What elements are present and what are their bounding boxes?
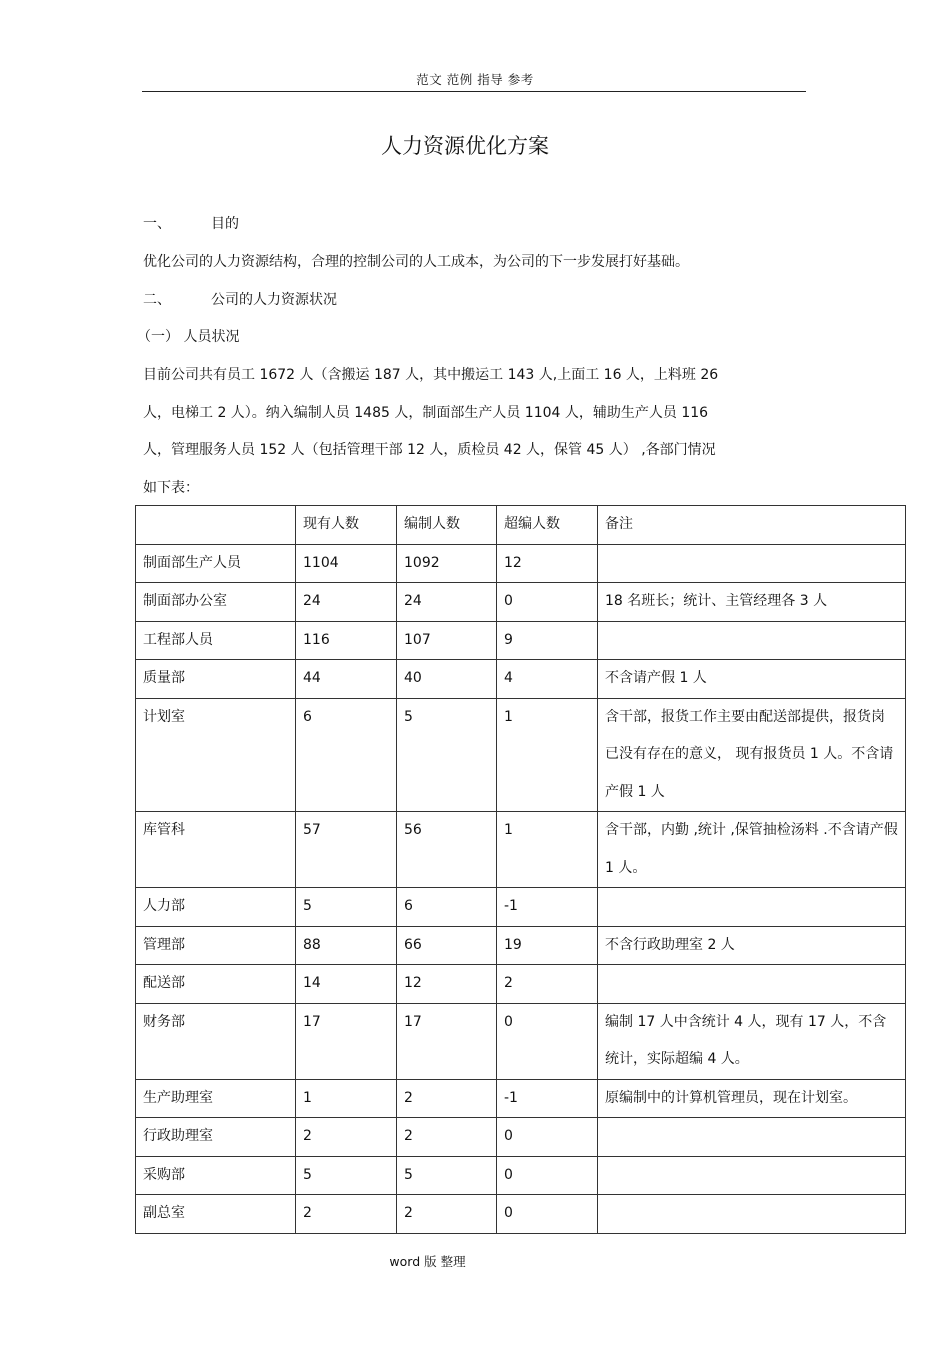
table-cell [598, 1118, 906, 1157]
table-cell: 0 [497, 1195, 598, 1234]
section-1-text: 优化公司的人力资源结构，合理的控制公司的人工成本，为公司的下一步发展打好基础。 [143, 254, 689, 270]
table-cell: 含干部，内勤 ,统计 ,保管抽检汤料 .不含请产假 1 人。 [598, 812, 906, 888]
table-cell: 管理部 [136, 926, 296, 965]
table-cell: 66 [397, 926, 497, 965]
table-cell: 含干部，报货工作主要由配送部提供，报货岗已没有存在的意义， 现有报货员 1 人。不含请产假 1 人 [598, 698, 906, 812]
section-heading-1 [143, 213, 239, 233]
table-cell: 88 [296, 926, 397, 965]
table-cell: 计划室 [136, 698, 296, 812]
table-cell [598, 888, 906, 927]
table-header-cell: 备注 [598, 506, 906, 545]
table-row [136, 621, 906, 660]
section-title: 目的 [211, 216, 239, 232]
table-cell: 24 [397, 583, 497, 622]
table-cell: 57 [296, 812, 397, 888]
staffing-table [135, 505, 906, 1234]
table-cell: 5 [397, 698, 497, 812]
table-cell [598, 621, 906, 660]
table-cell: 2 [296, 1195, 397, 1234]
table-cell: 9 [497, 621, 598, 660]
table-cell: -1 [497, 888, 598, 927]
table-row [136, 1003, 906, 1079]
table-cell: 44 [296, 660, 397, 699]
table-cell: 5 [296, 1156, 397, 1195]
table-cell: 1104 [296, 544, 397, 583]
table-cell: 库管科 [136, 812, 296, 888]
table-cell: 18 名班长；统计、主管经理各 3 人 [598, 583, 906, 622]
table-cell: 0 [497, 1118, 598, 1157]
page-footer: word 版 整理 [389, 1254, 466, 1269]
table-row [136, 1195, 906, 1234]
table-row [136, 1118, 906, 1157]
section-heading-2 [143, 289, 337, 309]
table-cell: 12 [497, 544, 598, 583]
table-row [136, 1156, 906, 1195]
subsection-heading: （一） 人员状况 [137, 329, 240, 345]
table-cell: 制面部生产人员 [136, 544, 296, 583]
paragraph-line: 人，管理服务人员 152 人（包括管理干部 12 人，质检员 42 人，保管 45 人） ,各部门情况 [143, 442, 716, 458]
table-cell: 24 [296, 583, 397, 622]
table-cell: 1 [497, 812, 598, 888]
page-header: 范文 范例 指导 参考 [416, 72, 534, 87]
table-cell: 1 [296, 1079, 397, 1118]
table-cell [598, 965, 906, 1004]
table-cell: 2 [497, 965, 598, 1004]
table-cell: 0 [497, 1003, 598, 1079]
table-cell: 5 [397, 1156, 497, 1195]
table-cell [598, 1156, 906, 1195]
table-cell: 4 [497, 660, 598, 699]
table-cell: 质量部 [136, 660, 296, 699]
paragraph-line: 如下表： [143, 480, 199, 496]
section-title: 公司的人力资源状况 [211, 292, 337, 308]
table-cell [598, 1195, 906, 1234]
table-cell: 不含请产假 1 人 [598, 660, 906, 699]
table-cell: 17 [397, 1003, 497, 1079]
table-row [136, 1079, 906, 1118]
table-row [136, 926, 906, 965]
table-cell: 工程部人员 [136, 621, 296, 660]
table-header-cell [136, 506, 296, 545]
table-cell: 116 [296, 621, 397, 660]
table-row [136, 583, 906, 622]
table-cell: 财务部 [136, 1003, 296, 1079]
table-cell: 1 [497, 698, 598, 812]
table-cell [598, 544, 906, 583]
table-cell: 56 [397, 812, 497, 888]
header-divider [142, 91, 806, 92]
table-cell: -1 [497, 1079, 598, 1118]
table-cell: 编制 17 人中含统计 4 人，现有 17 人，不含统计，实际超编 4 人。 [598, 1003, 906, 1079]
table-cell: 不含行政助理室 2 人 [598, 926, 906, 965]
table-row [136, 965, 906, 1004]
document-title: 人力资源优化方案 [381, 134, 549, 158]
table-row [136, 698, 906, 812]
table-cell: 人力部 [136, 888, 296, 927]
table-cell: 107 [397, 621, 497, 660]
table-header-cell: 超编人数 [497, 506, 598, 545]
table-cell: 12 [397, 965, 497, 1004]
table-header-row [136, 506, 906, 545]
table-cell: 2 [397, 1079, 497, 1118]
table-cell: 0 [497, 1156, 598, 1195]
table-cell: 配送部 [136, 965, 296, 1004]
paragraph-line: 目前公司共有员工 1672 人（含搬运 187 人，其中搬运工 143 人,上面工 16 人，上料班 26 [143, 367, 719, 383]
table-cell: 行政助理室 [136, 1118, 296, 1157]
section-number: 二、 [143, 292, 171, 308]
table-cell: 19 [497, 926, 598, 965]
table-cell: 采购部 [136, 1156, 296, 1195]
table-cell: 6 [397, 888, 497, 927]
table-cell: 40 [397, 660, 497, 699]
table-row [136, 544, 906, 583]
table-cell: 2 [296, 1118, 397, 1157]
table-header-cell: 现有人数 [296, 506, 397, 545]
table-row [136, 812, 906, 888]
table-header-cell: 编制人数 [397, 506, 497, 545]
table-cell: 原编制中的计算机管理员，现在计划室。 [598, 1079, 906, 1118]
table-row [136, 888, 906, 927]
table-cell: 副总室 [136, 1195, 296, 1234]
section-number: 一、 [143, 216, 171, 232]
table-cell: 1092 [397, 544, 497, 583]
paragraph-line: 人，电梯工 2 人）。纳入编制人员 1485 人，制面部生产人员 1104 人，辅助生产人员 116 [143, 405, 709, 421]
table-cell: 17 [296, 1003, 397, 1079]
table-cell: 6 [296, 698, 397, 812]
staffing-table-wrapper [135, 505, 906, 1234]
table-cell: 生产助理室 [136, 1079, 296, 1118]
table-cell: 2 [397, 1195, 497, 1234]
table-row [136, 660, 906, 699]
table-cell: 制面部办公室 [136, 583, 296, 622]
table-cell: 14 [296, 965, 397, 1004]
table-cell: 2 [397, 1118, 497, 1157]
table-cell: 5 [296, 888, 397, 927]
table-cell: 0 [497, 583, 598, 622]
